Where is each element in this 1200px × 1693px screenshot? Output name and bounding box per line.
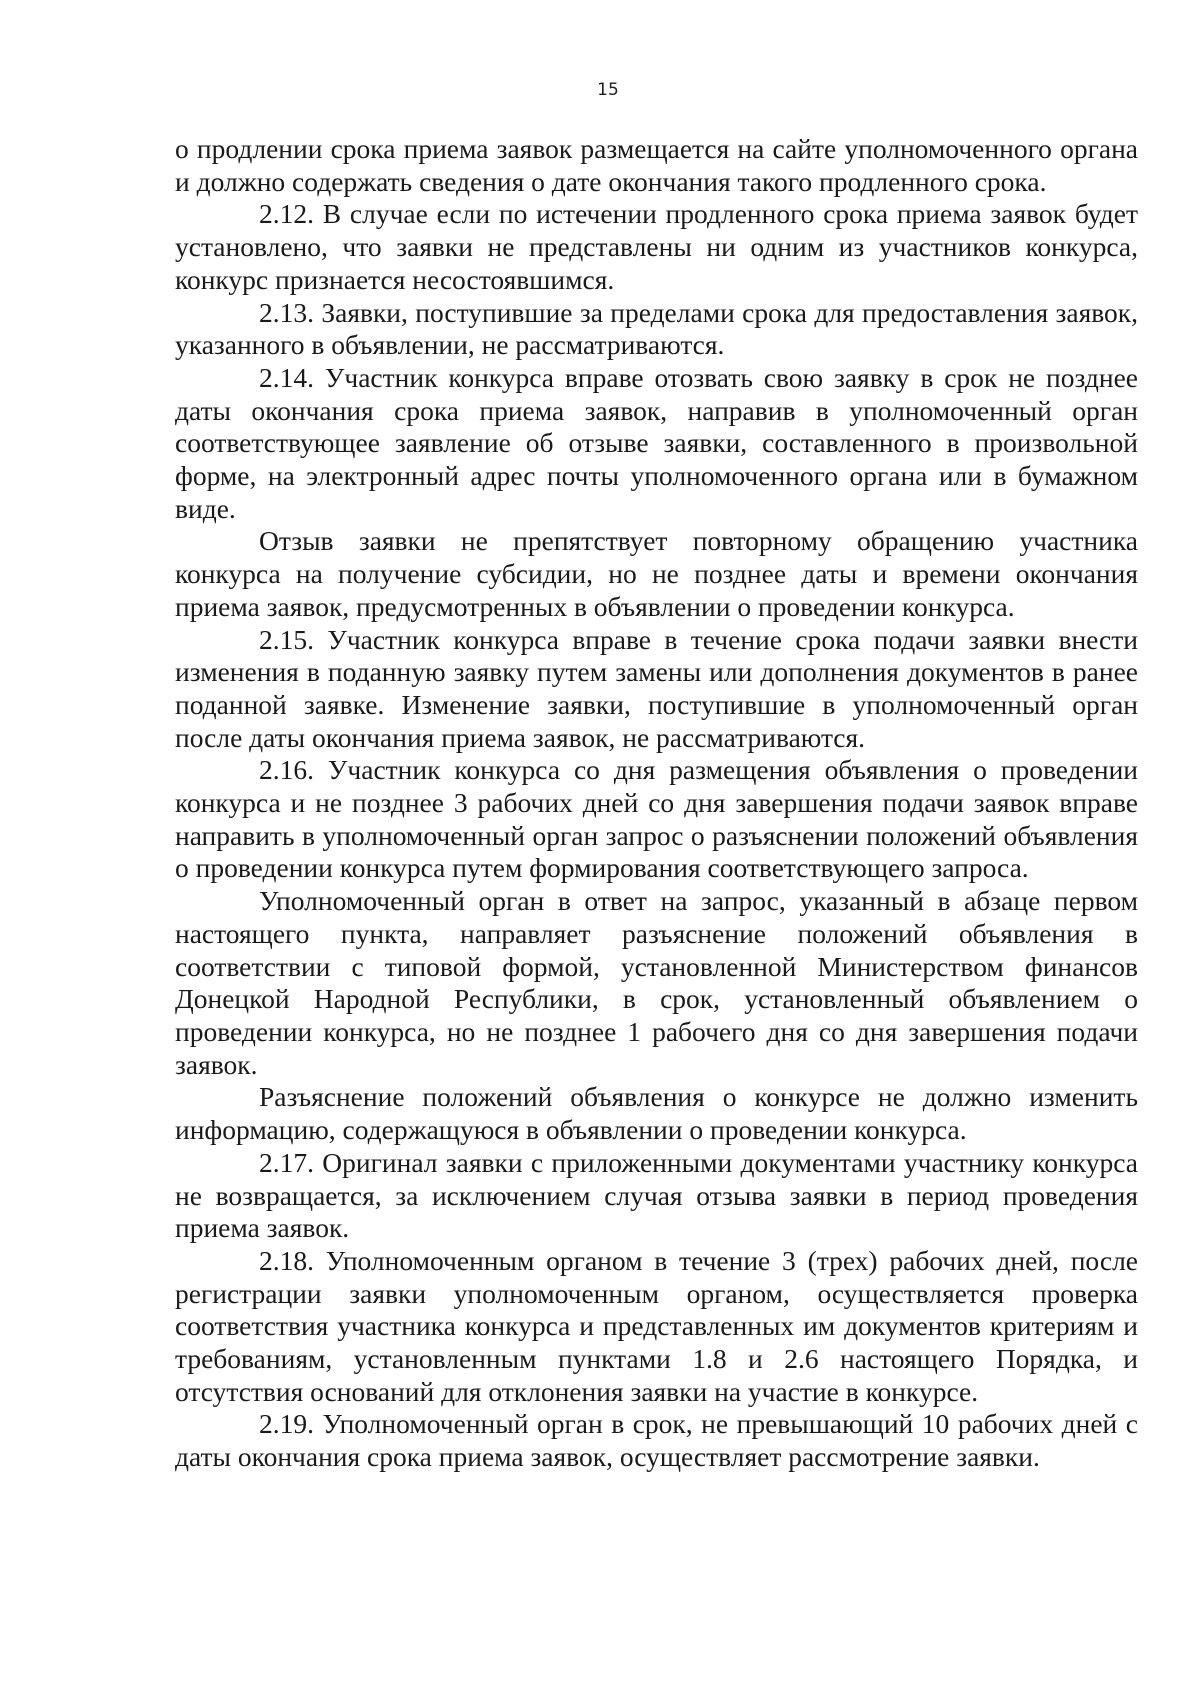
paragraph-2-14-withdrawal: Отзыв заявки не препятствует повторному обращению участника конкурса на получение субсидии, но не позднее даты и времени окончания приема заявок, предусмотренных в объявлении о проведении конкурса. (175, 525, 1138, 622)
paragraph-2-16-clarification: Разъяснение положений объявления о конкурсе не должно изменить информацию, содержащуюся в объявлении о проведении конкурса. (175, 1081, 1138, 1146)
document-body (175, 133, 1138, 1474)
paragraph-2-17: 2.17. Оригинал заявки с приложенными документами участнику конкурса не возвращается, за исключением случая отзыва заявки в период проведения приема заявок. (175, 1146, 1138, 1244)
page-number: 15 (597, 80, 619, 100)
paragraph-2-15: 2.15. Участник конкурса вправе в течение срока подачи заявки внести изменения в поданную заявку путем замены или дополнения документов в ранее поданной заявке. Изменение заявки, поступившие в уполномоченный орган после даты окончания приема заявок, не рассматриваются. (175, 623, 1138, 753)
paragraph-2-12: 2.12. В случае если по истечении продленного срока приема заявок будет установлено, что заявки не представлены ни одним из участников конкурса, конкурс признается несостоявшимся. (175, 198, 1138, 295)
paragraph-2-13: 2.13. Заявки, поступившие за пределами срока для предоставления заявок, указанного в объявлении, не рассматриваются. (175, 296, 1138, 361)
paragraph-2-18: 2.18. Уполномоченным органом в течение 3 (трех) рабочих дней, после регистрации заявки уполномоченным органом, осуществляется проверка соответствия участника конкурса и представленных им документов критериям и требованиям, установленным пунктами 1.8 и 2.6 настоящего Порядка, и отсутствия оснований для отклонения заявки на участие в конкурсе. (175, 1244, 1138, 1407)
paragraph-2-16-response: Уполномоченный орган в ответ на запрос, указанный в абзаце первом настоящего пункта, направляет разъяснение положений объявления в соответствии с типовой формой, установленной Министерством финансов Донецкой Народной Республики, в срок, установленный объявлением о проведении конкурса, но не позднее 1 рабочего дня со дня завершения подачи заявок. (175, 885, 1138, 1080)
paragraph-2-16: 2.16. Участник конкурса со дня размещения объявления о проведении конкурса и не позднее 3 рабочих дней со дня завершения подачи заявок вправе направить в уполномоченный орган запрос о разъяснении положений объявления о проведении конкурса путем формирования соответствующего запроса. (175, 754, 1138, 884)
paragraph-2-19: 2.19. Уполномоченный орган в срок, не превышающий 10 рабочих дней с даты окончания срока приема заявок, осуществляет рассмотрение заявки. (175, 1408, 1138, 1473)
paragraph-2-14: 2.14. Участник конкурса вправе отозвать свою заявку в срок не позднее даты окончания срока приема заявок, направив в уполномоченный орган соответствующее заявление об отзыве заявки, составленного в произвольной форме, на электронный адрес почты уполномоченного органа или в бумажном виде. (175, 361, 1138, 524)
paragraph-continuation: о продлении срока приема заявок размещается на сайте уполномоченного органа и должно содержать сведения о дате окончания такого продленного срока. (175, 133, 1138, 197)
